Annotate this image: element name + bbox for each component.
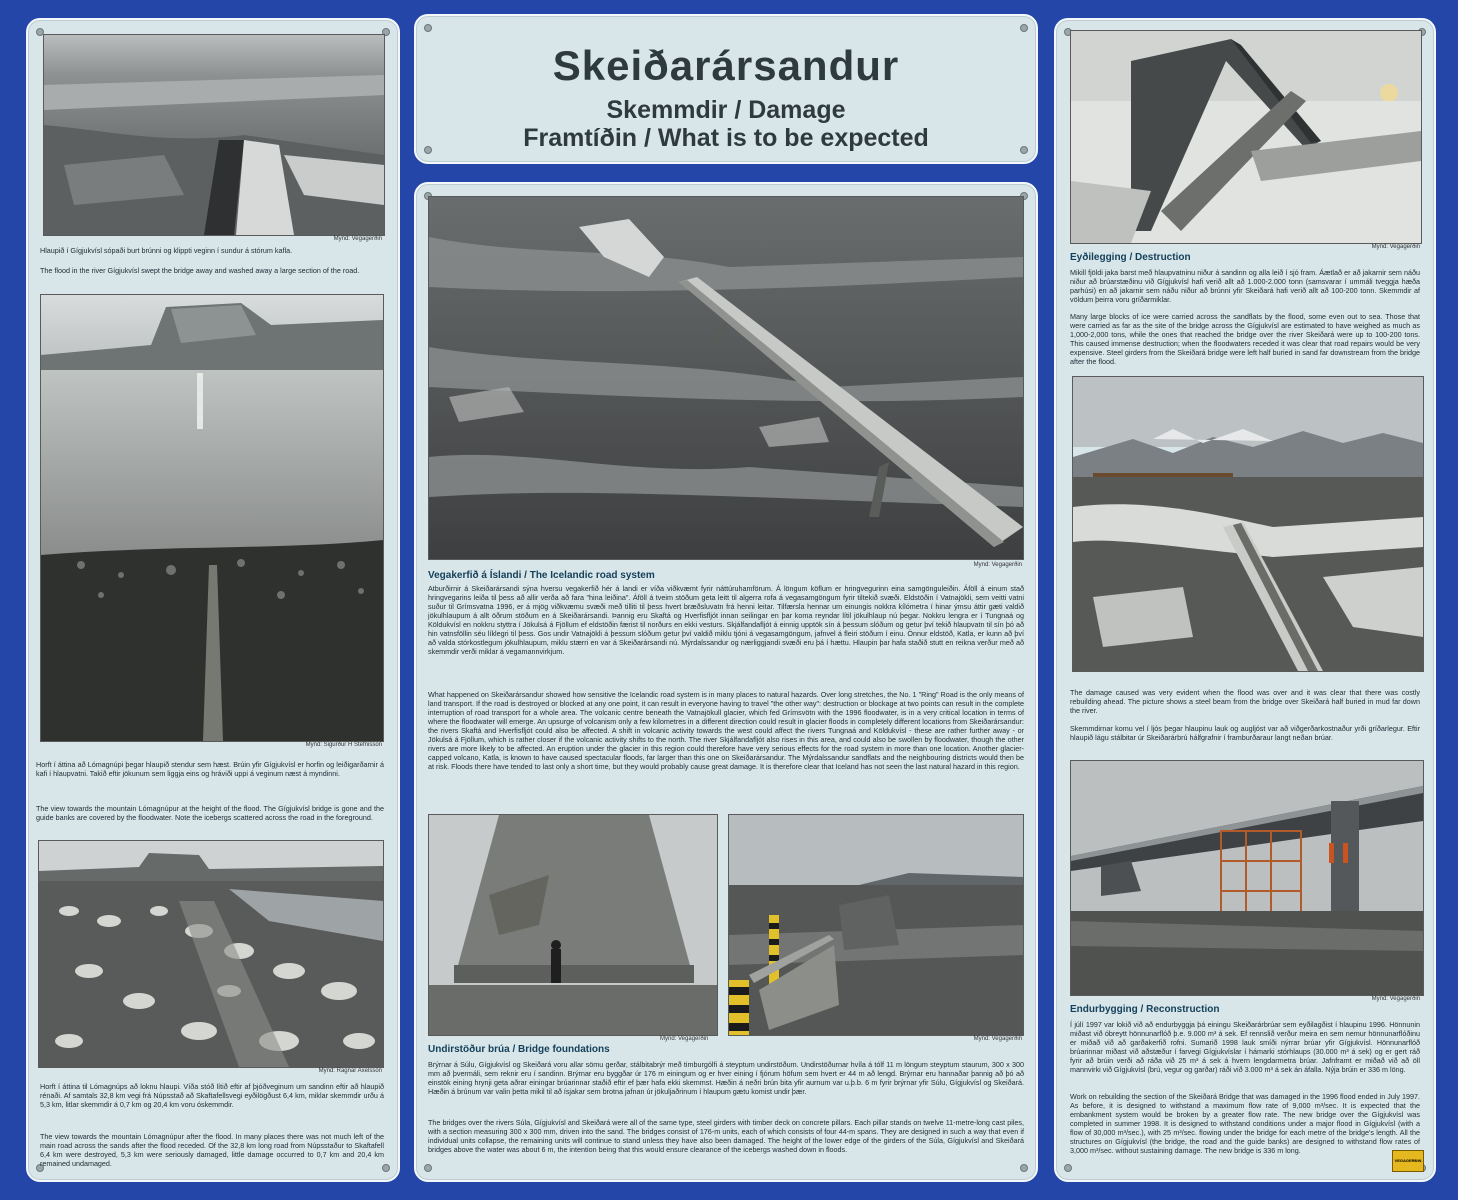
photo-credit: Mynd: Vegagerðin (1371, 996, 1420, 1002)
caption-icelandic: Hlaupið í Gígjukvísl sópaði burt brúnni og klippti veginn í sundur á stórum kafla. (40, 246, 293, 255)
photo-bridge-end (728, 814, 1024, 1036)
center-panel (414, 182, 1038, 1182)
photo-credit: Mynd: Vegagerðin (973, 1036, 1022, 1042)
subtitle-damage: Skemmdir / Damage (606, 96, 846, 124)
photo-reconstruction (1070, 760, 1424, 996)
caption-english: The view towards the mountain Lómagnúpur at the height of the flood. The Gígjukvísl bridge is gone and the guide banks are covered by the floodwater. Note the icebergs scattered across the road in the foreground. (36, 804, 384, 822)
caption-english: The damage caused was very evident when the flood was over and it was clear that there was costly rebuilding ahead. The picture shows a steel beam from the bridge over Skeiðará half buried in mud far down the river. (1070, 688, 1420, 715)
screw (1020, 24, 1028, 32)
section-body-icelandic: Atburðirnir á Skeiðarársandi sýna hversu vegakerfið hér á landi er víða viðkvæmt fyrir náttúruhamförum. Á löngum köflum er hringvegurinn eina samgönguleiðin. Áföll á einum stað hringvegarins leiða til þess að allir verða að fara "hina leiðina". Áföll á tveim stöðum geta leitt til algerra rofa á vegasamgöngum fyrir tiltekið svæði. Eldstöðin í Vatnajökli, sem veitti vatni suður til Grímsvatna 1996, er á mjög viðkvæmu svæði með tilliti til þess hvert bræðsluvatn frá henni leitar. Tilfærsla hennar um einungis nokkra kílómetra í hinar ýmsu áttir gæti valdið jökulhlaupum á allt öðrum stöðum en á Skeiðarársandi. Þannig eru Skaftá og Hverfisfljót innan seilingar en þar koma reyndar lítil jökulhlaup nú þegar. Nokkru lengra er í Tungnaá og Köldukvísl en nokkru styttra í Jökulsá á Fjöllum ef eldstöðin færist til norðurs en ekki vesturs. Skjálfandafljót á einnig upptök sín á þessum slóðum og getur því tekið hlaupvatn til sín þó að hin vatnsföllin séu líklegri til þess. Gos undir Vatnajökli á þessum slóðum getur því valdið miklu tjóni á vegasamgöngum, jafnvel á fleiri stöðum í einu. Önnur eldstöð, Katla, er kunn að því að valda stórkostlegum jökulhlaupum, miklu stærri en var á Skeiðarársandi nú. Mýrdalssandur og nærliggjandi svæði eru þá í hættu. Hlaupin þar hafa staðið stutt en reikna verður með að skemmdir verði miklar á vegamannvirkjum. (428, 584, 1024, 656)
screw (1020, 1164, 1028, 1172)
caption-english: The view towards the mountain Lómagnúpur after the flood. In many places there was not much left of the main road across the sands after the flood receded. Of the 32,8 km long road from Núpsstaður to Skaftafell 6,4 km were destroyed, 5,3 km were seriously damaged, little damage occurred to 0,7 km and 20,4 km remained undamaged. (40, 1132, 384, 1168)
right-panel (1054, 18, 1436, 1182)
screw (424, 1164, 432, 1172)
photo-road-swept-away (43, 34, 385, 236)
section-body-icelandic: Brýrnar á Súlu, Gígjukvísl og Skeiðará voru allar sömu gerðar, stálbitabrýr með timburgólfi á steyptum undirstöðum. Undirstöðurnar hvíla á tólf 11 m löngum steyptum staurum, 300 x 300 mm að þvermáli, sem reknir eru í sandinn. Brýrnar eru byggðar úr 176 m einingum og er hver eining í fjórum höfum sem hvert er 44 m að lengd. Brýrnar eru hannaðar þannig að þó að einstök eining hrynji geta aðrar einingar brúarinnar staðið eftir ef þær hafa ekki skemmst. Hæðin á neðri brún bita yfir aurnum var u.þ.b. 6 m fyrir brýrnar yfir Súlu, Gígjukvísl og Skeiðará. Hæðin á brúnum var valin þetta mikil til að ísjakar sem brotna jafnan úr jökuljaðrinum í hlaupum gætu komist undir þær. (428, 1060, 1024, 1096)
page-title: Skeiðarársandur (552, 42, 900, 89)
photo-buried-beam (1072, 376, 1424, 672)
title-panel (414, 14, 1038, 164)
vegagerdin-logo-sticker (1392, 1150, 1424, 1172)
section-body-icelandic: Í júlí 1997 var lokið við að endurbyggja þá einingu Skeiðarárbrúar sem eyðilagðist í hlaupinu 1996. Hönnunin miðast við óbreytt hönnunarflóð þ.e. 9.000 m³ á sek. Ef rennslið verður meira en sem nemur hönnunarflóðinu er miðað við að garðakerfið rofni. Sumarið 1998 lauk smíði nýrrar brúar yfir Gígjukvísl. Hönnunarflóð brúarinnar miðast við aðstæður í farvegi Gígjukvíslar í hámarki stórhlaups (30.000 m³ á sek) og er gert ráð fyrir að brúin verði að ráða við 25 m³ á sek á hvern lengdarmetra brúar. Jafnframt er miðað við að öll mannvirki við Gígjukvísl (brú, vegur og garðar) ráði við 3.000 m³ á sek án áfalla. Nýja brúin er 336 m löng. (1070, 1020, 1420, 1074)
section-heading-bridge-foundations: Undirstöður brúa / Bridge foundations (428, 1044, 610, 1055)
caption-icelandic: Skemmdirnar komu vel í ljós þegar hlaupinu lauk og augljóst var að viðgerðarkostnaður yrði gríðarlegur. Eftir hlaupið lágu stálbitar úr Skeiðarárbrú hálfgrafnir í framburðaraur langt neðan brúar. (1070, 724, 1420, 742)
caption-icelandic: Horft í áttina að Lómagnúpi þegar hlaupið stendur sem hæst. Brúin yfir Gígjukvísl er horfin og leiðigarðarnir á kafi í hlaupvatni. Takið eftir jökunum sem liggja eins og hráviði uppi á veginum næst á myndinni. (36, 760, 384, 778)
screw (424, 24, 432, 32)
section-body-english: Many large blocks of ice were carried across the sandflats by the flood, some even out to sea. Those that were carried as far as the site of the bridge across the Gígjukvísl are estimated to have weighed as much as 1,000-2,000 tons, while the ones that reached the bridge over the river Skeiðará were up to 100-200 tons. This caused immense destruction; when the floodwaters receded it was clear that road repairs would be very expensive. Steel girders from the Skeiðará bridge were left half buried in sand far downstream from the bridge after the flood. (1070, 312, 1420, 366)
photo-credit: Mynd: Vegagerðin (660, 1036, 709, 1042)
section-heading-road-system: Vegakerfið á Íslandi / The Icelandic road system (428, 570, 655, 581)
section-body-english: What happened on Skeiðarársandur showed how sensitive the Icelandic road system is in many places to natural hazards. Over long stretches, the No. 1 "Ring" Road is the only means of land transport. If the road is destroyed or blocked at any one point, it can result in everyone having to travel "the other way": destruction or blockage at two points can result in the complete interruption of road transport for a whole area. The volcanic centre beneath the Vatnajökull glacier, which fed Grímsvötn with the 1996 floodwater, is in a very critical location in terms of where the floodwater will emerge. An upsurge of volcanism only a few kilometres in a different direction could result in glacier floods in completely different locations from Skeiðarársandur: the rivers Skaftá and Hverfisfljót could also be affected. A shift in volcanic activity towards the west could affect the rivers Tungnaá and Köldukvísl - these are rather further away - or Jökulsá á Fjöllum, which is rather closer if the volcanic activity shifts to the north. The river Skjálfandafljót also rises in this area, and could also be swollen by floodwater, though the other rivers are more likely to be affected. An eruption under the glacier in this region could therefore have very serious effects for the road system in more than one location. Another glacier-capped volcano, Katla, is known to have caused spectacular floods, far larger than this one on Skeiðarársandur. The Mýrdalssandur sandflats and the neighbouring districts would then be at risk. Floods there have tended to last only a short time, but they would probably cause great damage. It is therefore clear that Iceland has not seen the last natural hazard in this region. (428, 690, 1024, 771)
photo-road-after-flood (38, 840, 384, 1068)
photo-credit: Mynd: Sigurður H Stefnisson (305, 742, 382, 748)
caption-icelandic: Horft í áttina til Lómagnúps að loknu hlaupi. Víða stóð lítið eftir af þjóðveginum um sandinn eftir að hlaupið rénaði. Af samtals 32,8 km vegi frá Núpsstað að Skaftafellsvegi eyðilögðust 6,4 km, miklar skemmdir urðu á 5,3 km, litlar skemmdir á 0,7 km og 20,4 km voru óskemmdir. (40, 1082, 384, 1109)
photo-credit: Mynd: Vegagerðin (333, 236, 382, 242)
photo-credit: Mynd: Vegagerðin (1371, 244, 1420, 250)
section-body-english: Work on rebuilding the section of the Skeiðará Bridge that was damaged in the 1996 flood ended in July 1997. As before, it is designed to withstand a maximum flow rate of 9,000 m³/sec. It is expected that the embankment system would be broken by a greater flow rate. The new bridge over the Gígjukvísl was completed in summer 1998. It is designed to withstand conditions under a major flood in Gígjukvísl (with a flow of 30,000 m³/sec.), with 25 m³/sec. flowing under the bridge for each metre of the bridge's length. All the structures on Gígjukvísl (the bridge, the road and the guide banks) are designed to withstand flow rates of 3,000 m³/sec. without sustaining damage. The new bridge is 336 m long. (1070, 1092, 1420, 1155)
section-body-icelandic: Mikill fjöldi jaka barst með hlaupvatninu niður á sandinn og alla leið í sjó fram. Áætlað er að jakarnir sem náðu niður að brúarstæðinu við Gígjukvísl hafi verið allt að 1.000-2.000 tonn (samsvarar í ummáli tveggja hæða parhúsi) en að jakarnir sem náðu niður að brúnni yfir Skeiðará hafi verið allt að 100-200 tonn. Skemmdir af völdum þeirra voru gríðarmiklar. (1070, 268, 1420, 304)
photo-credit: Mynd: Vegagerðin (973, 562, 1022, 568)
photo-bridge-pillar (428, 814, 718, 1036)
section-body-english: The bridges over the rivers Súla, Gígjukvísl and Skeiðará were all of the same type, steel girders with timber deck on concrete pillars. Each pillar stands on twelve 11-metre-long cast piles, with a section measuring 300 x 300 mm, driven into the sand. The bridges consist of 176-m units, each of which consists of four 44-m spans. They are designed in such a way that even if individual units collapse, the remaining units will continue to stand unless they have also been damaged. The height of the lower edge of the girders of the Súla, Gígjukvísl and Skeiðará bridges above the water was about 6 m, the intention being that this would ensure clearance of the icebergs washed down in floods. (428, 1118, 1024, 1154)
photo-lomagnupur-flood (40, 294, 384, 742)
section-heading-destruction: Eyðilegging / Destruction (1070, 252, 1191, 263)
photo-credit: Mynd: Ragnar Axelsson (318, 1068, 382, 1074)
photo-broken-bridge (428, 196, 1024, 560)
sticker-text: VEGAGERÐIN (1394, 1158, 1422, 1163)
subtitle-future: Framtíðin / What is to be expected (523, 124, 929, 152)
screw (1064, 1164, 1072, 1172)
caption-english: The flood in the river Gígjukvísl swept the bridge away and washed away a large section of the road. (40, 266, 360, 275)
left-panel (26, 18, 400, 1182)
section-heading-reconstruction: Endurbygging / Reconstruction (1070, 1004, 1220, 1015)
photo-twisted-girder (1070, 30, 1422, 244)
